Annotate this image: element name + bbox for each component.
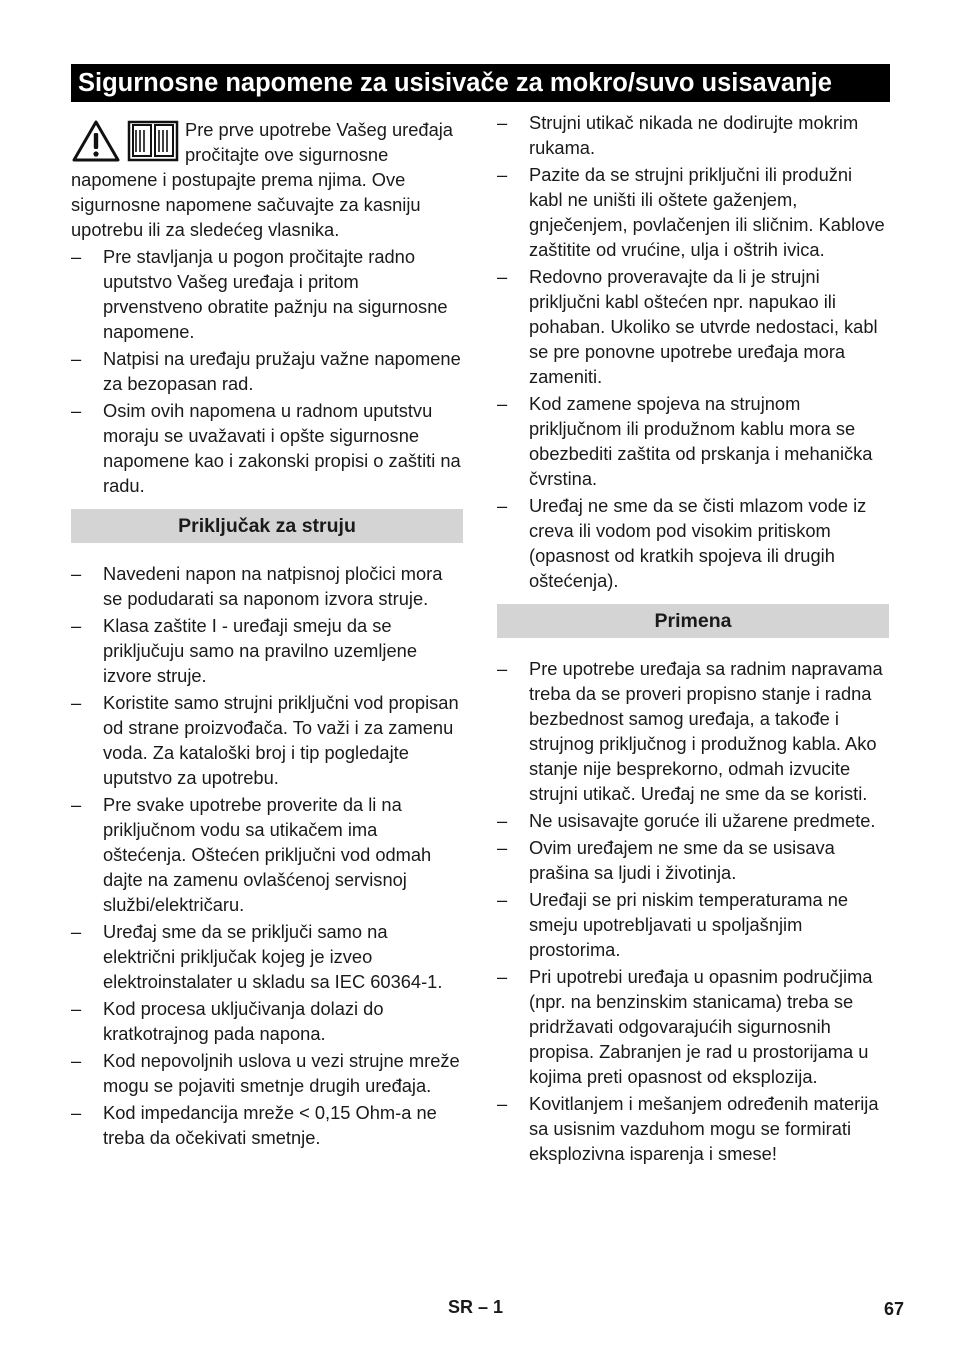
- section-heading-power: Priključak za struju: [71, 509, 463, 543]
- dash: –: [497, 164, 508, 185]
- list-item: – Kod procesa uključivanja dolazi do kratkotrajnog pada napona.: [71, 998, 384, 1044]
- list-item: – Ne usisavajte goruće ili užarene predmete.: [497, 810, 876, 831]
- list-item: – Uređaj sme da se priključi samo na električni priključak kojeg je izveo elektroinstalater u skladu sa IEC 60364-1.: [71, 921, 443, 992]
- footer-section-label: [448, 1297, 503, 1318]
- dash: –: [497, 837, 508, 858]
- list-item: – Uređaji se pri niskim temperaturama ne smeju upotrebljavati u spoljašnjim prostorima.: [497, 889, 849, 960]
- dash: –: [71, 615, 82, 636]
- dash: –: [71, 921, 82, 942]
- list-item: – Pre upotrebe uređaja sa radnim napravama treba da se proveri propisno stanje i radna bezbednost samog uređaja, a takođe i strujnog priključnog i produžnog kabla. Ako stanje nije besprekorno, odmah izvucite strujni utikač. Uređaj ne sme da se koristi.: [497, 658, 883, 804]
- manual-book-icon: [127, 119, 179, 163]
- dash: –: [71, 794, 82, 815]
- dash: –: [71, 348, 82, 369]
- list-item: – Kovitlanjem i mešanjem određenih materija sa usisnim vazduhom mogu se formirati eksplozivna isparenja i smese!: [497, 1093, 879, 1164]
- dash: –: [71, 1102, 82, 1123]
- dash: –: [497, 393, 508, 414]
- dash: –: [497, 495, 508, 516]
- list-item: – Ovim uređajem ne sme da se usisava prašina sa ljudi i životinja.: [497, 837, 835, 883]
- footer-lang: SR: [448, 1297, 474, 1317]
- dash: –: [497, 889, 508, 910]
- dash: –: [497, 966, 508, 987]
- power-list-left: [71, 561, 463, 1150]
- dash: –: [497, 658, 508, 679]
- list-item: – Pre svake upotrebe proverite da li na priključnom vodu sa utikačem ima oštećenja. Oštećen priključni vod odmah dajte na zamenu ovlašćenoj servisnoj službi/električaru.: [71, 794, 432, 915]
- section-heading-usage: Primena: [497, 604, 889, 638]
- list-item: – Strujni utikač nikada ne dodirujte mokrim rukama.: [497, 112, 859, 158]
- dash: –: [71, 998, 82, 1019]
- list-item: – Klasa zaštite I - uređaji smeju da se priključuju samo na pravilno uzemljene izvore struje.: [71, 615, 417, 686]
- list-item: – Redovno proveravajte da li je strujni priključni kabl oštećen npr. napukao ili pohaban. Ukoliko se utvrde nedostaci, kabl se pre ponovne upotrebe uređaja mora zameniti.: [497, 266, 878, 387]
- list-item: – Uređaj ne sme da se čisti mlazom vode iz creva ili vodom pod visokim pritiskom (opasnost od kratkih spojeva ili drugih oštećenja).: [497, 495, 867, 591]
- dash: –: [71, 563, 82, 584]
- general-list: [71, 244, 463, 498]
- dash: –: [71, 1050, 82, 1071]
- dash: –: [497, 112, 508, 133]
- dash: –: [71, 400, 82, 421]
- list-item: – Osim ovih napomena u radnom uputstvu moraju se uvažavati i opšte sigurnosne napomene kao i zakonski propisi o zaštiti na radu.: [71, 400, 461, 496]
- left-column: [71, 117, 463, 1152]
- list-item: – Koristite samo strujni priključni vod propisan od strane proizvođača. To važi i za zamenu voda. Za kataloški broj i tip pogledajte uputstvo za upotrebu.: [71, 692, 459, 788]
- list-item: – Kod zamene spojeva na strujnom priključnom ili produžnom kablu mora se obezbediti zaštita od prskanja i mehanička čvrstina.: [497, 393, 873, 489]
- list-item: – Kod impedancija mreže < 0,15 Ohm-a ne treba da očekivati smetnje.: [71, 1102, 437, 1148]
- list-item: – Pri upotrebi uređaja u opasnim područjima (npr. na benzinskim stanicama) treba se pridržavati odgovarajućih sigurnosnih propisa. Zabranjen je rad u prostorijama u kojima preti opasnost od eksplozija.: [497, 966, 873, 1087]
- power-list-right: [497, 110, 889, 593]
- dash: –: [71, 692, 82, 713]
- list-item: – Pazite da se strujni priključni ili produžni kabl ne uništi ili oštete gaženjem, gnječenjem, povlačenjen ili sličnim. Kablove zaštitite od vrućine, ulja i oštrih ivica.: [497, 164, 885, 260]
- right-column: [497, 110, 889, 1168]
- page-number: 67: [884, 1299, 905, 1319]
- footer-section: – 1: [478, 1297, 504, 1317]
- dash: –: [497, 1093, 508, 1114]
- page-title: Sigurnosne napomene za usisivače za mokro/suvo usisavanje: [71, 64, 890, 102]
- dash: –: [71, 246, 82, 267]
- list-item: – Natpisi na uređaju pružaju važne napomene za bezopasan rad.: [71, 348, 461, 394]
- dash: –: [497, 266, 508, 287]
- dash: –: [497, 810, 508, 831]
- intro-block: [71, 117, 463, 242]
- list-item: – Pre stavljanja u pogon pročitajte radno uputstvo Vašeg uređaja i pritom prvenstveno obratite pažnju na sigurnosne napomene.: [71, 246, 448, 342]
- list-item: – Navedeni napon na natpisnoj pločici mora se podudarati sa naponom izvora struje.: [71, 563, 443, 609]
- warning-triangle-icon: [71, 119, 121, 163]
- usage-list: [497, 656, 889, 1166]
- intro-text: Pre prve upotrebe Vašeg uređaja pročitajte ove sigurnosne napomene i postupajte prema njima. Ove sigurnosne napomene sačuvajte za kasniju upotrebu ili za sledećeg vlasnika.: [71, 119, 453, 240]
- safety-icons: [71, 119, 181, 167]
- list-item: – Kod nepovoljnih uslova u vezi strujne mreže mogu se pojaviti smetnje drugih uređaja.: [71, 1050, 460, 1096]
